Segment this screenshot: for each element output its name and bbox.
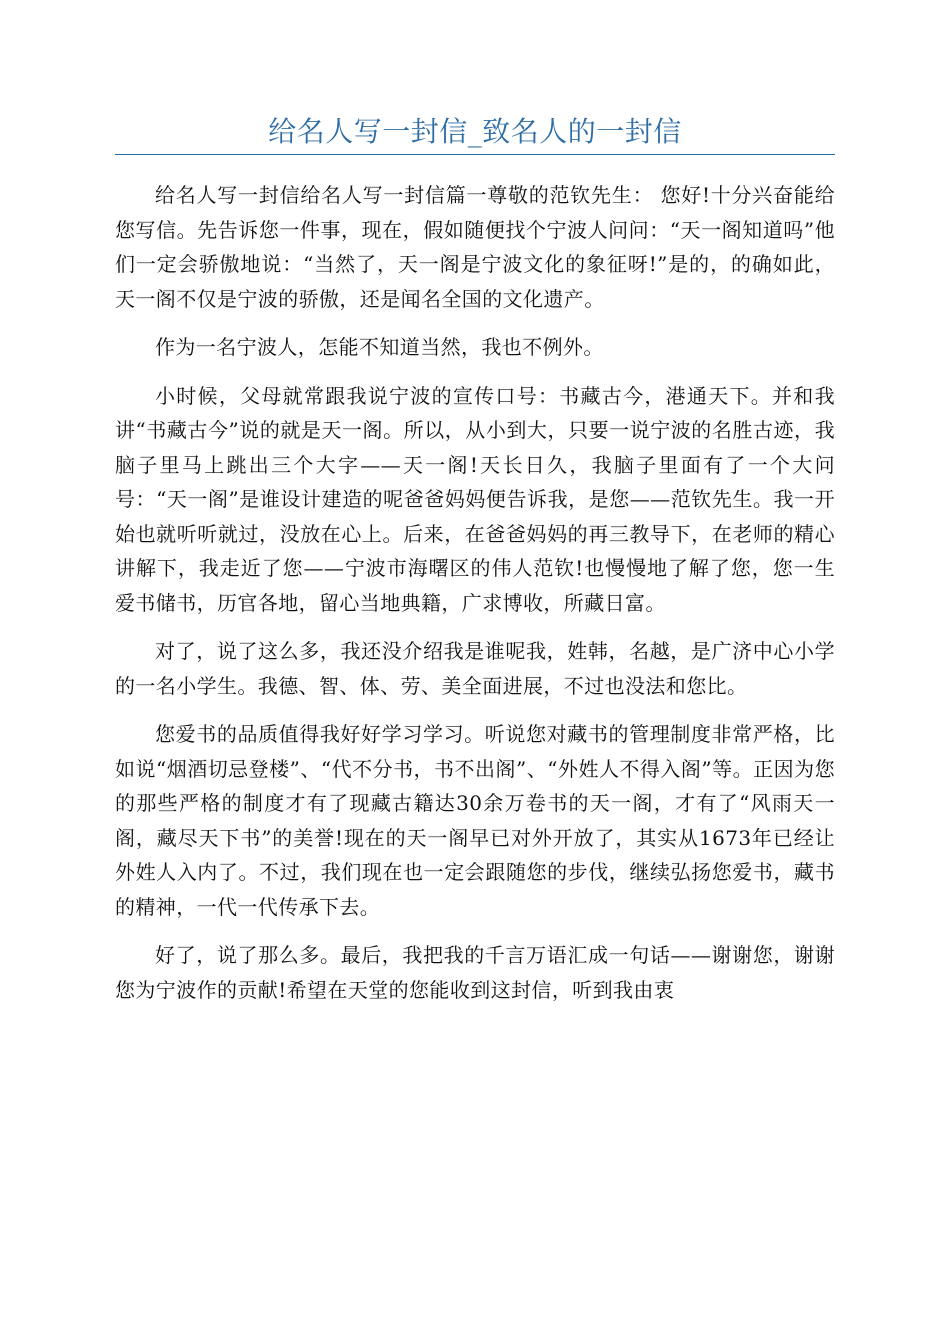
document-title: 给名人写一封信_致名人的一封信 (268, 115, 682, 148)
document-body (115, 178, 835, 1021)
paragraph-4: 对了，说了这么多，我还没介绍我是谁呢我，姓韩，名越，是广济中心小学的一名小学生。我德、智、体、劳、美全面进展，不过也没法和您比。 (115, 639, 835, 698)
paragraph-1: 给名人写一封信给名人写一封信篇一尊敬的范钦先生： 您好!十分兴奋能给您写信。先告诉您一件事，现在，假如随便找个宁波人问问：“天一阁知道吗”他们一定会骄傲地说：“当然了，天一阁是宁波文化的象征呀!”是的，的确如此，天一阁不仅是宁波的骄傲，还是闻名全国的文化遗产。 (115, 183, 835, 311)
title-underline (115, 154, 835, 155)
paragraph-6: 好了，说了那么多。最后，我把我的千言万语汇成一句话——谢谢您，谢谢您为宁波作的贡献!希望在天堂的您能收到这封信，听到我由衷 (115, 943, 835, 1002)
paragraph-3: 小时候，父母就常跟我说宁波的宣传口号：书藏古今，港通天下。并和我讲“书藏古今”说的就是天一阁。所以，从小到大，只要一说宁波的名胜古迹，我脑子里马上跳出三个大字——天一阁!天长日久，我脑子里面有了一个大问号：“天一阁”是谁设计建造的呢爸爸妈妈便告诉我，是您——范钦先生。我一开始也就听听就过，没放在心上。后来，在爸爸妈妈的再三教导下，在老师的精心讲解下，我走近了您——宁波市海曙区的伟人范钦!也慢慢地了解了您，您一生爱书储书，历官各地，留心当地典籍，广求博收，所藏日富。 (115, 383, 835, 615)
paragraph-2: 作为一名宁波人，怎能不知道当然，我也不例外。 (155, 335, 604, 359)
paragraph-5: 您爱书的品质值得我好好学习学习。听说您对藏书的管理制度非常严格，比如说“烟酒切忌登楼”、“代不分书，书不出阁”、“外姓人不得入阁”等。正因为您的那些严格的制度才有了现藏古籍达30余万卷书的天一阁，才有了“风雨天一阁，藏尽天下书”的美誉!现在的天一阁早已对外开放了，其实从1673年已经让外姓人入内了。不过，我们现在也一定会跟随您的步伐，继续弘扬您爱书，藏书的精神，一代一代传承下去。 (115, 722, 835, 919)
